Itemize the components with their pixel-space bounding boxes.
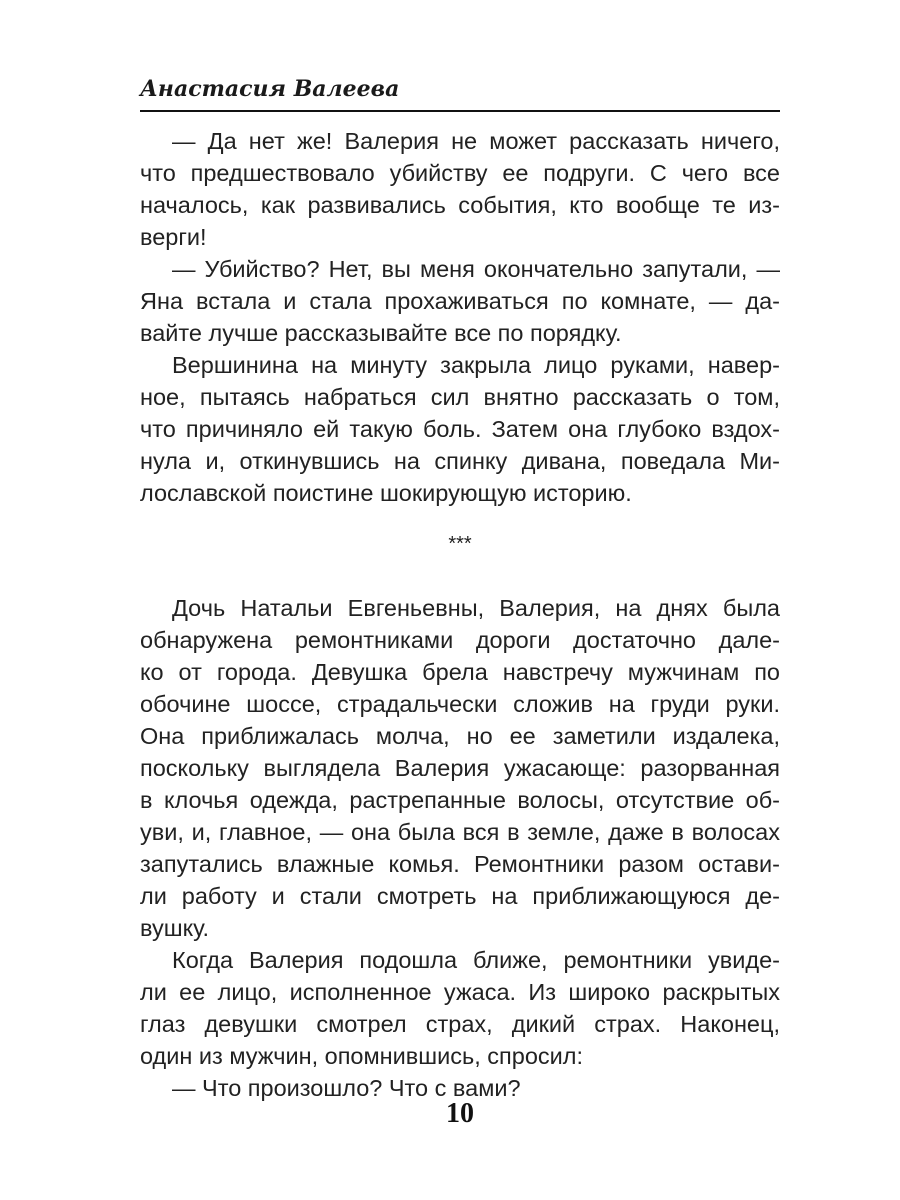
text-line: Дочь Натальи Евгеньевны, Валерия, на днях была <box>172 595 780 621</box>
text-line: Она приближалась молча, но ее заметили издалека, <box>140 723 780 749</box>
text-line: — Что произошло? Что с вами? <box>172 1075 521 1101</box>
text-line: обнаружена ремонтниками дороги достаточно дале- <box>140 627 780 653</box>
text-line: уви, и, главное, — она была вся в земле, даже в волосах <box>140 819 780 845</box>
text-line: — Да нет же! Валерия не может рассказать ничего, <box>172 128 780 154</box>
text-line: ли ее лицо, исполненное ужаса. Из широко раскрытых <box>140 979 780 1005</box>
text-line: началось, как развивались события, кто вообще те из- <box>140 192 780 218</box>
text-line: — Убийство? Нет, вы меня окончательно запутали, — <box>172 256 780 282</box>
text-line: Вершинина на минуту закрыла лицо руками, навер- <box>172 352 780 378</box>
text-line: один из мужчин, опомнившись, спросил: <box>140 1043 584 1069</box>
text-line: поскольку выглядела Валерия ужасающе: разорванная <box>140 755 780 781</box>
text-line: верги! <box>140 224 207 250</box>
text-block-bottom <box>140 592 780 1104</box>
text-line: ко от города. Девушка брела навстречу мужчинам по <box>140 659 780 685</box>
text-line: ное, пытаясь набраться сил внятно рассказать о том, <box>140 384 780 410</box>
text-line: Яна встала и стала прохаживаться по комнате, — да- <box>140 288 780 314</box>
text-line: Когда Валерия подошла ближе, ремонтники увиде- <box>172 947 780 973</box>
text-line: запутались влажные комья. Ремонтники разом остави- <box>140 851 780 877</box>
text-line: глаз девушки смотрел страх, дикий страх. Наконец, <box>140 1011 780 1037</box>
section-break-asterisks: *** <box>448 533 472 555</box>
page-number: 10 <box>446 1098 474 1129</box>
running-head-author: Анастасия Валеева <box>140 76 400 102</box>
text-line: что причиняло ей такую боль. Затем она глубоко вздох- <box>140 416 780 442</box>
header-rule <box>140 110 780 112</box>
text-block-top <box>140 125 780 509</box>
text-line: вайте лучше рассказывайте все по порядку. <box>140 320 622 346</box>
text-line: вушку. <box>140 915 210 941</box>
text-line: в клочья одежда, растрепанные волосы, отсутствие об- <box>140 787 780 813</box>
text-line: обочине шоссе, страдальчески сложив на груди руки. <box>140 691 780 717</box>
text-line: что предшествовало убийству ее подруги. С чего все <box>140 160 780 186</box>
text-line: нула и, откинувшись на спинку дивана, поведала Ми- <box>140 448 780 474</box>
text-line: лославской поистине шокирующую историю. <box>140 480 632 506</box>
text-line: ли работу и стали смотреть на приближающуюся де- <box>140 883 780 909</box>
